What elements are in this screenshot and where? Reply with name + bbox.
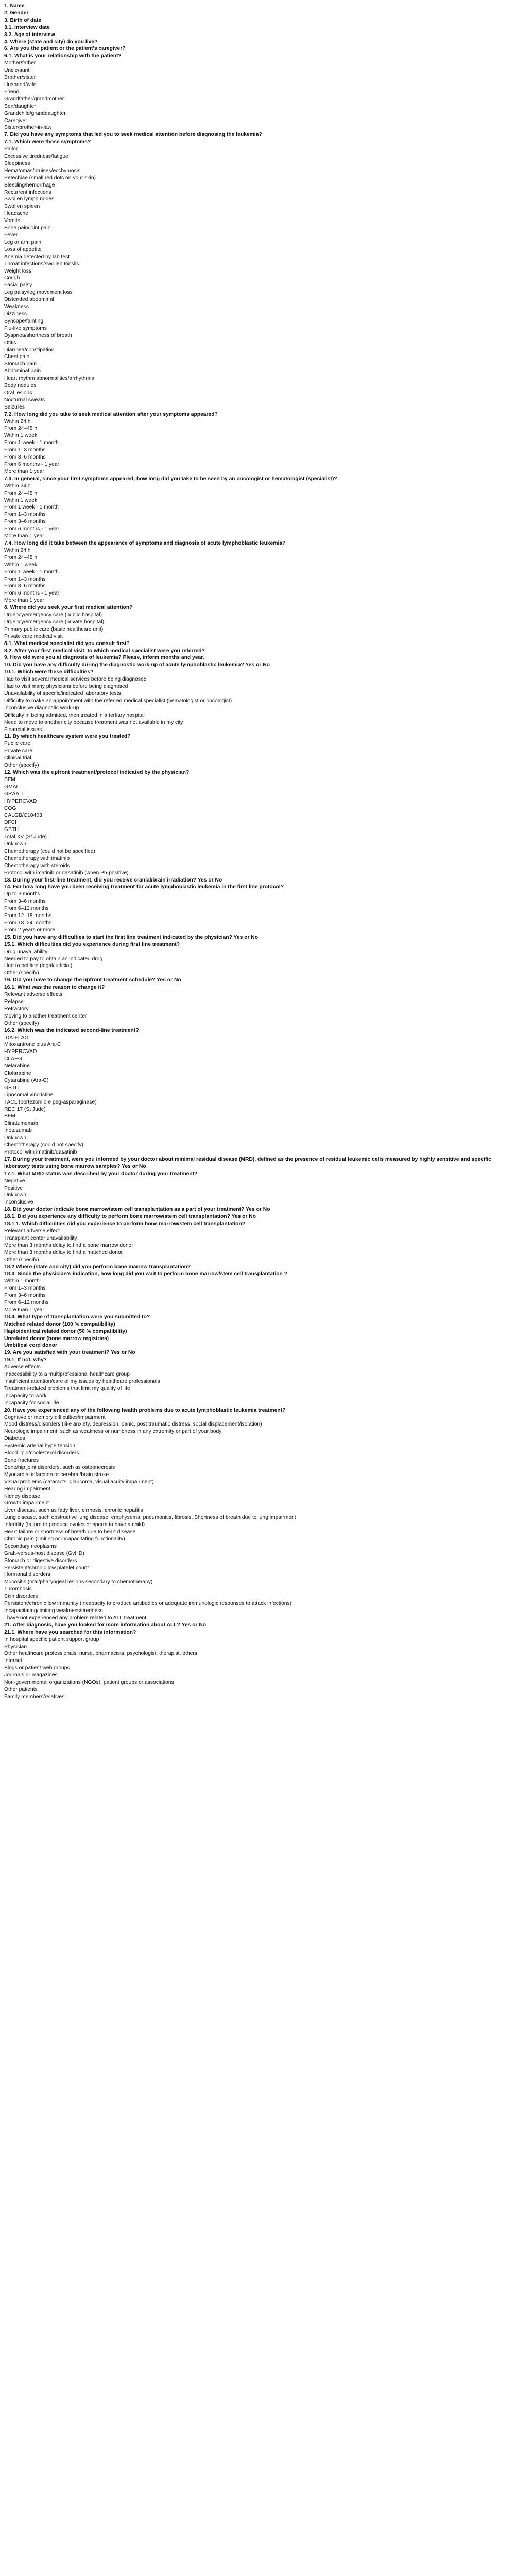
option-line: Myocardial infarction or cerebral/brain stroke xyxy=(4,1471,109,1478)
option-line: From 1–3 months xyxy=(4,1285,46,1292)
option-line: Bone pain/joint pain xyxy=(4,225,51,231)
option-line: Within 24 h xyxy=(4,547,31,553)
option-line: Clofarabine xyxy=(4,1071,31,1077)
option-line: HYPERCVAD xyxy=(4,1049,37,1055)
option-line: Growth impairment xyxy=(4,1500,49,1506)
option-line: Seizures xyxy=(4,404,25,410)
question-line: 3. Birth of date xyxy=(4,17,42,23)
question-line: 18.3. Since the physician's indication, how long did you wait to perform bone marrow/stem cell transplantation ? xyxy=(4,1271,287,1277)
option-line: Facial palsy xyxy=(4,282,32,289)
option-line: From 1 week - 1 month xyxy=(4,504,59,511)
option-line: Within 1 week xyxy=(4,562,38,568)
option-line: BFM xyxy=(4,776,15,783)
option-line: Caregiver xyxy=(4,117,27,124)
option-line: Difficulty to make an appointment with the referred medical specialist (hematologist or oncologist) xyxy=(4,698,232,704)
option-line: Other (specify) xyxy=(4,970,39,976)
option-line: Chemotherapy (could not specify) xyxy=(4,1142,83,1148)
option-line: From 3–6 months xyxy=(4,583,46,589)
option-line: Internet xyxy=(4,1658,22,1664)
option-line: Private care xyxy=(4,748,32,754)
option-line: Distended abdominal xyxy=(4,297,54,303)
option-line: From 1 week - 1 month xyxy=(4,440,59,446)
option-line: Mitoxantrone plus Ara-C xyxy=(4,1042,61,1048)
option-line: COG xyxy=(4,805,16,811)
option-line: Protocol with imatinib or dasatinib (when Ph-positive) xyxy=(4,870,129,876)
question-line: 2. Gender xyxy=(4,10,29,16)
question-line: 18.2 Where (state and city) did you perform bone marrow transplantation? xyxy=(4,1264,191,1270)
option-line: Bone/hip joint disorders, such as osteonecrosis xyxy=(4,1464,115,1470)
option-line: Headache xyxy=(4,211,28,217)
option-line: Vomits xyxy=(4,218,20,224)
option-line: Friend xyxy=(4,89,20,95)
option-line: Primary public care (basic healthcare unit) xyxy=(4,626,104,632)
option-line: Journals or magazines xyxy=(4,1672,58,1679)
option-line: From 6 months - 1 year xyxy=(4,590,60,597)
option-line: Hematomas/bruises/ecchymosis xyxy=(4,167,81,174)
option-line: GRAALL xyxy=(4,791,25,797)
option-line: Uncle/aunt xyxy=(4,67,30,74)
option-line: From 6–12 months xyxy=(4,1300,49,1306)
option-line: Cough xyxy=(4,275,20,281)
option-line: Physician xyxy=(4,1643,27,1650)
option-line: Chemotherapy with imatinib xyxy=(4,855,70,861)
question-line: 4. Where (state and city) do you live? xyxy=(4,39,98,45)
option-line: Weight loss xyxy=(4,268,32,274)
option-line: From 3–6 months xyxy=(4,1293,46,1299)
question-line: 18.4. What type of transplantation were you submitted to? xyxy=(4,1314,150,1320)
option-line: Other (specify) xyxy=(4,1257,39,1263)
option-line: From 6 months - 1 year xyxy=(4,462,60,467)
option-line: IDA-FLAG xyxy=(4,1035,29,1041)
option-line: Other (specify) xyxy=(4,1020,39,1026)
option-line: Needed to pay to obtain an indicated drug xyxy=(4,956,103,962)
option-line: Unavailability of specific/indicated laboratory tests xyxy=(4,691,121,697)
option-line: Systemic arterial hypertension xyxy=(4,1443,75,1449)
option-line: Within 1 week xyxy=(4,433,38,439)
option-line: Other healthcare professionals: nurse, pharmacists, psychologist, therapist, others xyxy=(4,1651,197,1657)
option-line: From 24–48 h xyxy=(4,554,38,561)
option-line: Non-governmental organizations (NGOs), patient groups or associations xyxy=(4,1680,174,1686)
option-line: Persistent/chronic low immunity (incapacity to produce antibodies or adequate immunologic responses to attack infections) xyxy=(4,1601,292,1607)
option-line: Abdominal pain xyxy=(4,368,41,375)
option-line: Mucositis (oral/pharyngeal lesions secondary to chemotherapy) xyxy=(4,1579,153,1585)
option-line: Stomach pain xyxy=(4,361,37,367)
option-line: TACL (bortezomib e peg-asparaginase) xyxy=(4,1099,97,1105)
question-line: 18. Did your doctor indicate bone marrow/stem cell transplantation as a part of your treatment? Yes or No xyxy=(4,1207,270,1213)
option-line: Dyspnea/shortness of breath xyxy=(4,332,72,338)
option-line: Stomach or digestive disorders xyxy=(4,1557,77,1564)
question-line: 6. Are you the patient or the patient's caregiver? xyxy=(4,46,126,52)
option-line: Within 24 h xyxy=(4,418,31,425)
option-line: Nelarabine xyxy=(4,1063,30,1070)
option-line: Private care medical visit xyxy=(4,633,63,639)
option-line: Grandfather/grandmother xyxy=(4,96,64,102)
option-line: Chronic pain (limiting or incapacitating functionality) xyxy=(4,1536,125,1542)
option-line: Graft-versus-host disease (GvHD) xyxy=(4,1550,84,1556)
option-line: From 18–24 months xyxy=(4,920,52,926)
option-line: Excessive tiredness/fatigue xyxy=(4,154,68,160)
option-line: Mood distress/disorders (like anxiety, depression, panic, post traumatic distress, social displacement/isolation) xyxy=(4,1421,262,1428)
option-line: Had to petition (legal/judicial) xyxy=(4,963,73,969)
option-line: From 1 week - 1 month xyxy=(4,569,59,575)
option-line: Flu-like symptoms xyxy=(4,325,47,331)
option-line: Heart failure or shortness of breath due to heart disease xyxy=(4,1529,136,1535)
question-line: 7.4. How long did it take between the appearance of symptoms and diagnosis of acute lymphoblastic leukemia? xyxy=(4,540,286,546)
question-line: 16.2. Which was the indicated second-line treatment? xyxy=(4,1027,139,1033)
option-line: Petechiae (small red dots on your skin) xyxy=(4,175,96,181)
option-line: Moving to another treatment center xyxy=(4,1013,87,1019)
option-line: Dizziness xyxy=(4,311,27,317)
option-line: Blood lipid/cholesterol disorders xyxy=(4,1450,79,1456)
option-line: Inconclusive diagnostic work-up xyxy=(4,705,79,711)
option-line: Syncope/fainting xyxy=(4,318,44,324)
option-line: Blinatumomab xyxy=(4,1121,38,1127)
option-line: Difficulty in being admitted, then treated in a tertiary hospital xyxy=(4,712,145,718)
question-line: 20. Have you experienced any of the following health problems due to acute lymphoblastic leukemia treatment? xyxy=(4,1407,286,1413)
option-line: In hospital specific patient support group xyxy=(4,1636,99,1642)
question-line: 16.1. What was the reason to change it? xyxy=(4,985,105,991)
option-line: More than 1 year xyxy=(4,533,44,539)
option-line: Chemotherapy with steroids xyxy=(4,862,70,869)
option-line: Bleeding/hemorrhage xyxy=(4,182,55,188)
option-line: Sister/brother-in-law xyxy=(4,125,52,131)
question-line: 10.1. Which were these difficulties? xyxy=(4,669,94,675)
option-line: Other (specify) xyxy=(4,762,39,769)
option-line: Otitis xyxy=(4,340,16,346)
option-line: More than 3 months delay to find a matched donor xyxy=(4,1249,123,1256)
option-line: Diarrhea/constipation xyxy=(4,347,55,353)
option-line: Liver disease, such as fatty liver, cirrhosis, chronic hepatitis xyxy=(4,1507,143,1514)
option-line: DFCI xyxy=(4,820,17,826)
option-line: Unknown xyxy=(4,841,26,848)
option-line: Loss of appetite xyxy=(4,246,42,252)
option-line: Grandchild/granddaughter xyxy=(4,110,66,116)
option-line: From 6 months - 1 year xyxy=(4,526,60,532)
question-line: 7.3. In general, since your first symptoms appeared, how long did you take to be seen by an oncologist or hematologist (specialist)? xyxy=(4,476,337,482)
option-line: Cytarabine (Ara-C) xyxy=(4,1077,49,1083)
option-line: Hormonal disorders xyxy=(4,1572,50,1578)
question-line: 1. Name xyxy=(4,3,25,9)
option-line: Protocol with imatinib/dasatinib xyxy=(4,1149,77,1155)
option-line: Fever xyxy=(4,232,18,238)
option-line: Within 1 week xyxy=(4,497,38,503)
option-line: Lung disease, such obstructive lung disease, emphysema, pneumonitis, fibrosis, Shortness of breath due to lung impairment xyxy=(4,1515,296,1521)
question-line: 21.1. Where have you searched for this information? xyxy=(4,1629,136,1635)
option-line: More than 3 months delay to find a bone marrow donor xyxy=(4,1242,133,1248)
question-line: 10. Did you have any difficulty during the diagnostic work-up of acute lymphoblastic leukemia? Yes or No xyxy=(4,662,270,668)
option-line: Financial issues xyxy=(4,726,42,733)
option-line: Inconclusive xyxy=(4,1199,33,1206)
option-line: Positive xyxy=(4,1185,23,1191)
question-line: 19.1. If not, why? xyxy=(4,1357,47,1363)
question-line: 17. During your treatment, were you informed by your doctor about minimal residual disease (MRD), defined as the presence of residual leukemic cells measured by highly sensitive and specific laboratory tests using bone marrow samples? Yes or No xyxy=(4,1156,491,1170)
option-line: BFM xyxy=(4,1113,15,1120)
question-line: 16. Did you have to change the upfront treatment schedule? Yes or No xyxy=(4,977,181,984)
option-line: Throat infections/swollen tonsils xyxy=(4,261,79,267)
question-line: 8.2. After your first medical visit, to which medical specialist were you referred? xyxy=(4,648,205,654)
option-line: Urgency/emergency care (public hospital) xyxy=(4,612,102,618)
option-line: Blogs or patient web groups xyxy=(4,1665,70,1671)
option-line: Insufficient attention/care of my issues by healthcare professionals xyxy=(4,1379,160,1384)
option-line: Pallor xyxy=(4,146,18,152)
option-line: Unknown xyxy=(4,1192,26,1198)
option-line: CALGB/C10403 xyxy=(4,812,42,819)
question-line: 3.1. Interview date xyxy=(4,24,50,30)
option-line: Husband/wife xyxy=(4,81,37,88)
question-line: Unrelated donor (bone marrow registries) xyxy=(4,1335,109,1342)
option-line: Had to visit many physicians before being diagnosed xyxy=(4,684,128,690)
question-line: 8. Where did you seek your first medical attention? xyxy=(4,605,133,611)
question-line: Haploidentical related donor (50 % compatibility) xyxy=(4,1328,127,1334)
option-line: Negative xyxy=(4,1178,25,1184)
option-line: Chest pain xyxy=(4,354,30,360)
option-line: Need to move to another city because treatment was not available in my city xyxy=(4,719,183,725)
option-line: Body nodules xyxy=(4,383,37,389)
option-line: Liposomal vincristine xyxy=(4,1092,54,1098)
option-line: Mother/father xyxy=(4,60,36,66)
option-line: Adverse effects xyxy=(4,1364,41,1370)
option-line: Nocturnal sweats xyxy=(4,397,45,403)
option-line: Recurrent infections xyxy=(4,189,52,195)
option-line: Drug unavailability xyxy=(4,948,48,955)
option-line: Incapacity for social life xyxy=(4,1400,59,1406)
question-line: 7.2. How long did you take to seek medical attention after your symptoms appeared? xyxy=(4,411,218,417)
question-line: 18.1.1. Which difficulties did you experience to perform bone marrow/stem cell transplantation? xyxy=(4,1221,246,1227)
option-line: Inotuzumab xyxy=(4,1128,32,1134)
option-line: From 6–12 months xyxy=(4,906,49,912)
option-line: Clinical trial xyxy=(4,755,31,761)
option-line: Relevant adverse effects xyxy=(4,992,63,998)
option-line: More than 1 year xyxy=(4,598,44,604)
option-line: GBTLI xyxy=(4,827,20,833)
option-line: I have not experienced any problem related to ALL treatment xyxy=(4,1615,147,1621)
question-line: 9. How old were you at diagnosis of leukemia? Please, inform months and year. xyxy=(4,655,204,661)
option-line: Visual problems (cataracts, glaucoma, visual acuity impairment) xyxy=(4,1479,154,1485)
option-line: Other patients xyxy=(4,1686,38,1692)
question-line: Matched related donor (100 % compatibility) xyxy=(4,1321,115,1327)
option-line: GMALL xyxy=(4,784,22,790)
option-line: Inaccessibility to a multiprofessional healthcare group xyxy=(4,1371,130,1378)
option-line: Bone fractures xyxy=(4,1457,39,1463)
option-line: From 24–48 h xyxy=(4,490,38,496)
option-line: More than 1 year xyxy=(4,468,44,474)
option-line: Secondary neoplasms xyxy=(4,1543,57,1549)
option-line: More than 1 year xyxy=(4,1307,44,1313)
question-line: 7.1. Which were those symptoms? xyxy=(4,139,91,145)
option-line: From 24–48 h xyxy=(4,426,38,432)
option-line: Infertility (failure to produce ovules or sperm to have a child) xyxy=(4,1522,145,1528)
option-line: Diabetes xyxy=(4,1436,25,1442)
option-line: From 1–3 months xyxy=(4,512,46,518)
option-line: From 3–6 months xyxy=(4,454,46,461)
option-line: Incapacitating/limiting weakness/tiredness xyxy=(4,1608,103,1614)
option-line: From 1–3 months xyxy=(4,576,46,582)
option-line: Oral lesions xyxy=(4,389,32,396)
option-line: Family members/relatives xyxy=(4,1693,65,1700)
option-line: Transplant center unavailability xyxy=(4,1235,77,1241)
option-line: Heart rhythm abnormalities/arrhythmia xyxy=(4,376,95,382)
question-line: 11. By which healthcare system were you treated? xyxy=(4,734,131,740)
question-line: 8.1. What medical specialist did you consult first? xyxy=(4,640,130,647)
question-line: 3.2. Age at interview xyxy=(4,31,55,38)
question-line: 17.1. What MRD status was described by your doctor during your treatment? xyxy=(4,1171,198,1177)
option-line: From 2 years or more xyxy=(4,927,55,933)
option-line: Swollen spleen xyxy=(4,204,40,210)
option-line: Anemia detected by lab test xyxy=(4,253,70,260)
option-line: Up to 3 months xyxy=(4,891,40,897)
question-line: 6.1. What is your relationship with the patient? xyxy=(4,53,122,59)
option-line: From 3–6 months xyxy=(4,899,46,905)
question-line: 21. After diagnosis, have you looked for more information about ALL? Yes or No xyxy=(4,1622,207,1628)
option-line: Weakness xyxy=(4,304,29,310)
option-line: Public care xyxy=(4,741,30,747)
question-line: 19. Are you satisfied with your treatment? Yes or No xyxy=(4,1350,135,1356)
option-line: Total XV (St Jude) xyxy=(4,834,47,840)
option-line: Persistent/chronic low platelet count xyxy=(4,1565,89,1571)
option-line: Neurologic impairment, such as weakness or numbness in any extremity or part of your body xyxy=(4,1429,222,1435)
option-line: Cognitive or memory difficulties/impairment xyxy=(4,1414,106,1420)
option-line: Leg palsy/leg movement loss xyxy=(4,290,73,296)
question-line: 13. During your first-line treatment, did you receive cranial/brain irradiation? Yes or No xyxy=(4,877,222,883)
option-line: GBTLI xyxy=(4,1084,20,1091)
option-line: Thrombosis xyxy=(4,1586,32,1592)
option-line: Refractory xyxy=(4,1006,29,1012)
option-line: From 3–6 months xyxy=(4,519,46,525)
option-line: CLAEG xyxy=(4,1056,22,1062)
option-line: Within 24 h xyxy=(4,483,31,489)
option-line: From 1–3 months xyxy=(4,447,46,453)
option-line: Chemotherapy (could not be specified) xyxy=(4,848,95,854)
option-line: REC 17 (St Jude) xyxy=(4,1106,46,1112)
option-line: Had to visit several medical services before being diagnosed xyxy=(4,676,147,683)
question-line: Umbilical cord donor xyxy=(4,1343,57,1349)
option-line: Kidney disease xyxy=(4,1493,40,1499)
option-line: Hearing impairment xyxy=(4,1486,50,1492)
option-line: Leg or arm pain xyxy=(4,239,42,245)
question-line: 12. Which was the upfront treatment/protocol indicated by the physician? xyxy=(4,769,190,775)
option-line: Sleepiness xyxy=(4,160,30,166)
option-line: Relapse xyxy=(4,998,24,1005)
question-line: 15. Did you have any difficulties to start the first line treatment indicated by the physician? Yes or No xyxy=(4,934,259,940)
question-line: 18.1. Did you experience any difficulty to perform bone marrow/stem cell transplantation? Yes or No xyxy=(4,1214,256,1220)
option-line: HYPERCVAD xyxy=(4,798,37,804)
question-line: 14. For how long have you been receiving treatment for acute lymphoblastic leukemia in the first line protocol? xyxy=(4,884,284,890)
option-line: Son/daughter xyxy=(4,103,36,109)
option-line: Treatment-related problems that limit my quality of life xyxy=(4,1385,130,1392)
option-line: Unknown xyxy=(4,1135,26,1141)
option-line: Skin disorders xyxy=(4,1594,38,1600)
question-line: 7. Did you have any symptoms that led you to seek medical attention before diagnosing the leukemia? xyxy=(4,132,262,138)
question-line: 15.1. Which difficulties did you experience during first line treatment? xyxy=(4,941,180,947)
option-line: From 12–18 months xyxy=(4,913,52,919)
option-line: Within 1 month xyxy=(4,1278,40,1284)
option-line: Brother/sister xyxy=(4,75,36,81)
option-line: Swollen lymph nodes xyxy=(4,196,55,202)
option-line: Urgency/emergency care (private hospital) xyxy=(4,619,105,625)
option-line: Incapacity to work xyxy=(4,1393,47,1399)
option-line: Relevant adverse effect xyxy=(4,1228,60,1234)
